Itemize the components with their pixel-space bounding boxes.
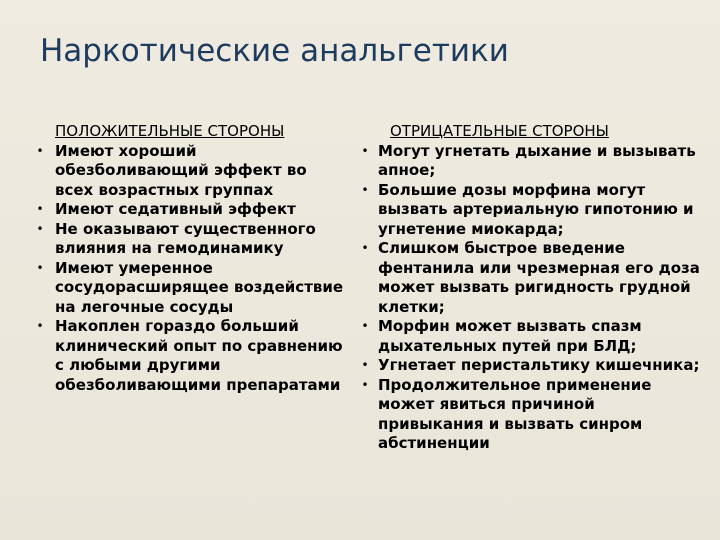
positive-heading: ПОЛОЖИТЕЛЬНЫЕ СТОРОНЫ — [55, 122, 285, 140]
bullet-icon: • — [36, 143, 44, 158]
list-item — [355, 181, 705, 240]
bullet-icon: • — [36, 260, 44, 275]
list-item-text: Продолжительное применение может явиться причиной привыкания и вызвать синром абстиненции — [378, 375, 652, 452]
bullet-icon: • — [361, 319, 369, 333]
list-item-text: Угнетает перистальтику кишечника; — [378, 356, 700, 374]
positive-list — [30, 142, 348, 396]
list-item-text: Большие дозы морфина могут вызвать артериальную гипотонию и угнетение миокарда; — [378, 180, 694, 238]
bullet-icon: • — [361, 358, 369, 372]
bullet-icon: • — [36, 319, 44, 333]
list-item — [30, 220, 348, 259]
bullet-icon: • — [361, 377, 369, 392]
list-item-text: Морфин может вызвать спазм дыхательных путей при БЛД; — [378, 317, 642, 355]
list-item-text: Слишком быстрое введение фентанила или чрезмерная его доза может вызвать ригидность грудной клетки; — [378, 239, 700, 316]
negative-list — [355, 142, 705, 454]
bullet-icon: • — [36, 202, 44, 216]
list-item — [30, 317, 348, 395]
slide-title: Наркотические анальгетики — [40, 33, 509, 69]
list-item — [355, 356, 705, 376]
bullet-icon: • — [361, 241, 369, 255]
list-item-text: Не оказывают существенного влияния на гемодинамику — [55, 219, 316, 257]
list-item — [30, 259, 348, 318]
bullet-icon: • — [361, 143, 369, 158]
negative-heading: ОТРИЦАТЕЛЬНЫЕ СТОРОНЫ — [390, 122, 609, 140]
positive-column — [30, 122, 348, 395]
list-item-text: Имеют седативный эффект — [55, 200, 296, 218]
list-item-text: Имеют хороший обезболивающий эффект во всех возрастных группах — [55, 141, 307, 199]
negative-column — [355, 122, 705, 454]
list-item-text: Накоплен гораздо больший клинический опыт по сравнению с любыми другими обезболивающими препаратами — [55, 317, 343, 394]
list-item — [30, 200, 348, 220]
list-item-text: Могут угнетать дыхание и вызывать апное; — [378, 141, 696, 179]
bullet-icon: • — [361, 182, 369, 197]
list-item — [30, 142, 348, 201]
list-item — [355, 376, 705, 454]
list-item — [355, 317, 705, 356]
list-item — [355, 142, 705, 181]
list-item-text: Имеют умеренное сосудорасширящее воздействие на легочные сосуды — [55, 258, 344, 316]
list-item — [355, 239, 705, 317]
bullet-icon: • — [36, 221, 44, 236]
